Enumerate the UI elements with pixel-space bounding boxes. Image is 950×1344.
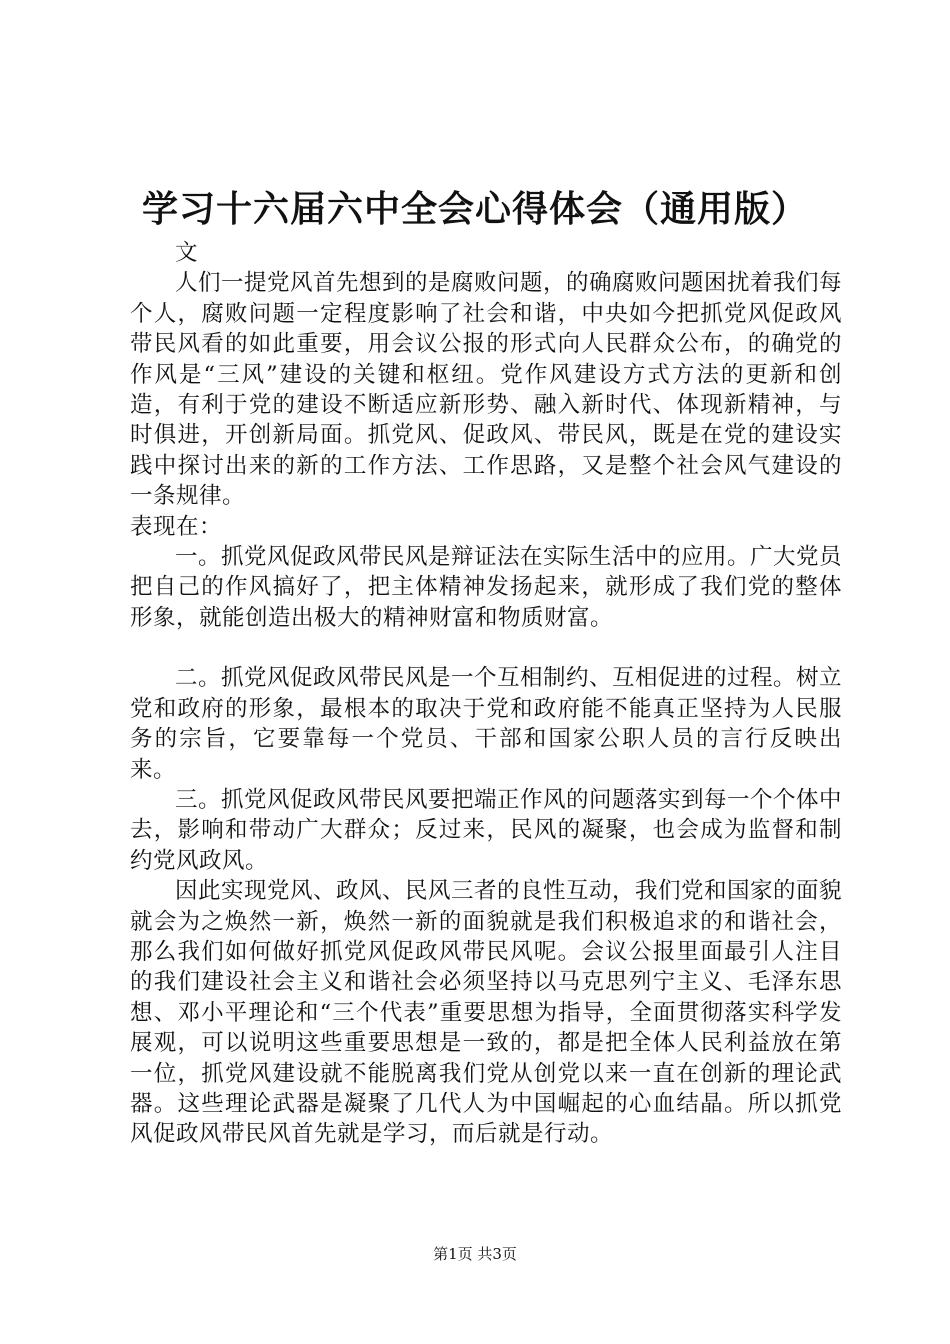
byline: 文: [175, 240, 199, 266]
paragraph-lead-in: 表现在：: [130, 513, 223, 540]
paragraph-spacer: [130, 633, 842, 663]
paragraph-intro: 人们一提党风首先想到的是腐败问题，的确腐败问题困扰着我们每个人，腐败问题一定程度影响了社会和谐，中央如今把抓党风促政风带民风看的如此重要，用会议公报的形式向人民群众公布，的确党的作风是“三风”建设的关键和枢纽。党作风建设方式方法的更新和创造，有利于党的建设不断适应新形势、融入新时代、体现新精神，与时俱进，开创新局面。抓党风、促政风、带民风，既是在党的建设实践中探讨出来的新的工作方法、工作思路，又是整个社会风气建设的一条规律。: [130, 270, 843, 510]
page-footer: 第1页 共3页: [433, 1245, 517, 1263]
paragraph-point-one: 一。抓党风促政风带民风是辩证法在实际生活中的应用。广大党员把自己的作风搞好了，把主体精神发扬起来，就形成了我们党的整体形象，就能创造出极大的精神财富和物质财富。: [130, 544, 843, 631]
paragraph-point-two: 二。抓党风促政风带民风是一个互相制约、互相促进的过程。树立党和政府的形象，最根本的取决于党和政府能不能真正坚持为人民服务的宗旨，它要靠每一个党员、干部和国家公职人员的言行反映出来。: [130, 665, 843, 783]
paragraph-point-three: 三。抓党风促政风带民风要把端正作风的问题落实到每一个个体中去，影响和带动广大群众；反过来，民风的凝聚，也会成为监督和制约党风政风。: [130, 786, 843, 874]
document-title: 学习十六届六中全会心得体会（通用版）: [141, 188, 808, 230]
document-body: [130, 238, 842, 1150]
paragraph-conclusion: 因此实现党风、政风、民风三者的良性互动，我们党和国家的面貌就会为之焕然一新，焕然一新的面貌就是我们积极追求的和谐社会，那么我们如何做好抓党风促政风带民风呢。会议公报里面最引人注目的我们建设社会主义和谐社会必须坚持以马克思列宁主义、毛泽东思想、邓小平理论和“三个代表”重要思想为指导，全面贯彻落实科学发展观，可以说明这些重要思想是一致的，都是把全体人民利益放在第一位，抓党风建设就不能脱离我们党从创党以来一直在创新的理论武器。这些理论武器是凝聚了几代人为中国崛起的心血结晶。所以抓党风促政风带民风首先就是学习，而后就是行动。: [130, 878, 843, 1148]
